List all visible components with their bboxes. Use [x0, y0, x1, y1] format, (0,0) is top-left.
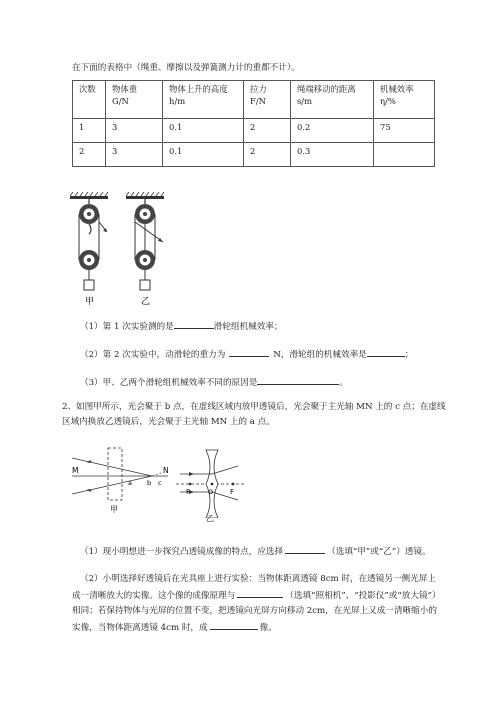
q1-item-2-prefix: （2）第 2 次实验中，动滑轮的重力为	[80, 350, 226, 360]
table-cell: 2	[244, 119, 291, 143]
label-c: c	[158, 479, 162, 487]
answer-blank[interactable]	[229, 346, 269, 357]
ceiling-a	[70, 192, 108, 199]
q1-item-3-prefix: （3）甲、乙两个滑轮组机械效率不同的原因是	[80, 378, 258, 388]
label-a: a	[128, 479, 132, 487]
q2-item-2-part-c: 像。	[259, 623, 277, 633]
q2-item-2	[72, 572, 444, 636]
answer-blank[interactable]	[367, 346, 405, 357]
table-cell: 2	[244, 143, 291, 167]
q1-item-2	[80, 346, 413, 362]
table-cell	[374, 143, 435, 167]
pulley-system-a	[79, 199, 107, 290]
table-cell: 0.2	[291, 119, 374, 143]
intro-text: 在下面的表格中（绳重、摩擦以及弹簧测力计的重都不计）。	[72, 63, 300, 73]
table-header-cell: 拉力 F/N	[244, 81, 291, 119]
table-row	[73, 119, 435, 143]
q2-item-1-suffix: （选填“甲”或“乙”）透镜。	[327, 547, 431, 557]
q1-item-2-suffix: ；	[404, 350, 414, 360]
table-header-row	[73, 81, 435, 119]
lens-figure-label-a: 甲	[110, 505, 118, 514]
figure-label-b: 乙	[141, 297, 151, 307]
pulley-figure	[60, 192, 190, 310]
table-cell: 0.3	[291, 143, 374, 167]
table-cell: 1	[73, 119, 106, 143]
lens-figure	[68, 440, 248, 518]
answer-blank[interactable]	[174, 318, 214, 329]
q1-item-1-suffix: 滑轮组机械效率；	[213, 322, 283, 332]
label-M: M	[72, 466, 79, 475]
table-row	[73, 143, 435, 167]
label-b: b	[147, 479, 152, 487]
label-N: N	[163, 466, 169, 475]
label-F-left: F	[186, 488, 191, 496]
lens-figure-b	[176, 450, 244, 518]
table-cell: 0.1	[163, 119, 244, 143]
table-cell: 0.1	[163, 143, 244, 167]
experiment-table	[72, 80, 435, 167]
q2-item-1-prefix: （1）现小明想进一步探究凸透镜成像的特点，应选择	[80, 547, 284, 557]
table-cell: 3	[106, 143, 163, 167]
q2-item-2-part-a: （2）小明选择好透镜后在光具座上进行实验：当物体距离透镜 8cm 时，在透镜另一侧光屏上成一清晰放大的实像。这个像的成像原理与	[72, 574, 436, 601]
lens-figure-a	[72, 448, 169, 514]
figure-label-a: 甲	[85, 297, 95, 307]
q2-item-1	[80, 543, 431, 559]
table-header-cell: 物体重 G/N	[106, 81, 163, 119]
table-cell: 3	[106, 119, 163, 143]
q1-item-3	[80, 374, 348, 390]
table-header-cell: 物体上升的高度 h/m	[163, 81, 244, 119]
label-O: O	[208, 488, 214, 496]
q2-stem: 2、如图甲所示，光会聚于 b 点，在虚线区域内放甲透镜后，光会聚于主光轴 MN 上的 c 点；在虚线区域内换放乙透镜后，光会聚于主光轴 MN 上的 a 点。	[62, 402, 446, 427]
q2-item-2-part-b: （选填“照相机”、“投影仪”或“放大镜”）相同；若保持物体与光屏的位置不变，把透镜向光屏方向移动 2cm，在光屏上又成一清晰缩小的实像，当物体距离透镜 4cm 时，成	[72, 591, 441, 633]
q1-item-1-prefix: （1）第 1 次实验测的是	[80, 322, 174, 332]
table-header-cell: 次数	[73, 81, 106, 119]
q1-item-3-suffix: 。	[339, 378, 348, 388]
pulley-system-b	[135, 199, 163, 290]
table-header-cell: 机械效率 η/%	[374, 81, 435, 119]
table-header-cell: 绳端移动的距离 s/m	[291, 81, 374, 119]
answer-blank[interactable]	[210, 619, 258, 630]
answer-blank[interactable]	[285, 543, 325, 554]
table-cell: 2	[73, 143, 106, 167]
q1-item-1	[80, 318, 283, 334]
q1-item-2-middle: N，滑轮组的机械效率是	[273, 350, 367, 360]
answer-blank[interactable]	[237, 587, 283, 598]
label-F-right: F	[230, 488, 235, 496]
ceiling-b	[126, 192, 164, 199]
lens-figure-label-b: 乙	[206, 514, 214, 523]
answer-blank[interactable]	[257, 374, 339, 385]
table-cell: 75	[374, 119, 435, 143]
